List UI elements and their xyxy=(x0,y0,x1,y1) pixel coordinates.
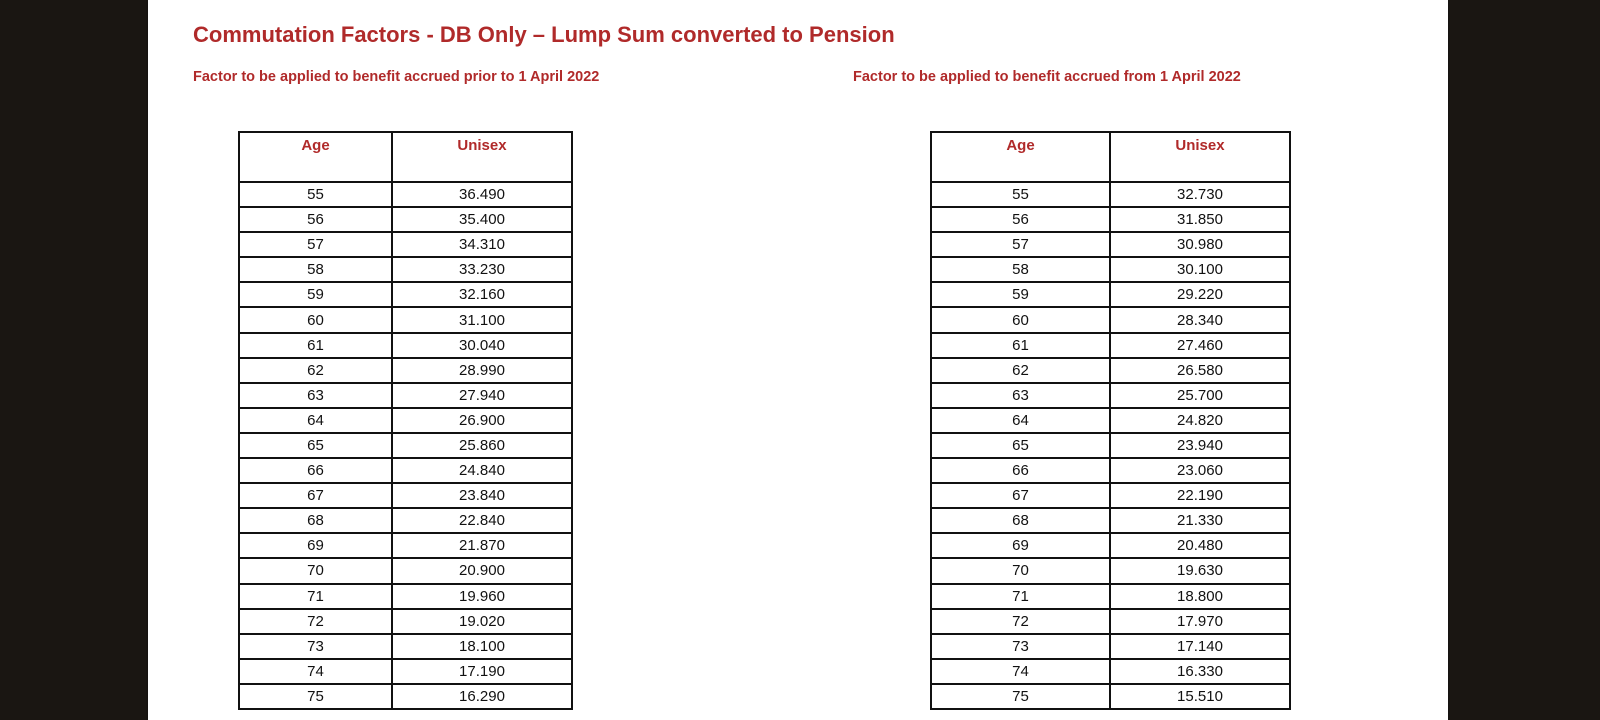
unisex-factor-cell: 17.140 xyxy=(1110,634,1290,659)
unisex-factor-cell: 18.100 xyxy=(392,634,572,659)
age-cell: 58 xyxy=(931,257,1110,282)
age-cell: 61 xyxy=(931,333,1110,358)
table-row xyxy=(239,659,572,684)
unisex-factor-cell: 24.840 xyxy=(392,458,572,483)
age-cell: 68 xyxy=(931,508,1110,533)
column-header-age: Age xyxy=(931,132,1110,182)
unisex-factor-cell: 17.970 xyxy=(1110,609,1290,634)
table-row xyxy=(239,433,572,458)
unisex-factor-cell: 30.980 xyxy=(1110,232,1290,257)
age-cell: 75 xyxy=(239,684,392,709)
table-row xyxy=(239,533,572,558)
table-row xyxy=(239,182,572,207)
unisex-factor-cell: 36.490 xyxy=(392,182,572,207)
age-cell: 64 xyxy=(239,408,392,433)
unisex-factor-cell: 35.400 xyxy=(392,207,572,232)
unisex-factor-cell: 19.960 xyxy=(392,584,572,609)
table-row xyxy=(931,508,1290,533)
age-cell: 65 xyxy=(239,433,392,458)
table-row xyxy=(239,282,572,307)
age-cell: 59 xyxy=(239,282,392,307)
age-cell: 71 xyxy=(931,584,1110,609)
table-row xyxy=(931,257,1290,282)
unisex-factor-cell: 25.860 xyxy=(392,433,572,458)
age-cell: 64 xyxy=(931,408,1110,433)
age-cell: 73 xyxy=(239,634,392,659)
age-cell: 58 xyxy=(239,257,392,282)
table-row xyxy=(239,584,572,609)
table-row xyxy=(239,508,572,533)
unisex-factor-cell: 20.480 xyxy=(1110,533,1290,558)
table-row xyxy=(931,282,1290,307)
age-cell: 59 xyxy=(931,282,1110,307)
unisex-factor-cell: 31.100 xyxy=(392,307,572,332)
table-row xyxy=(931,383,1290,408)
unisex-factor-cell: 19.630 xyxy=(1110,558,1290,583)
unisex-factor-cell: 21.330 xyxy=(1110,508,1290,533)
age-cell: 66 xyxy=(931,458,1110,483)
column-header-unisex: Unisex xyxy=(392,132,572,182)
unisex-factor-cell: 23.940 xyxy=(1110,433,1290,458)
unisex-factor-cell: 31.850 xyxy=(1110,207,1290,232)
unisex-factor-cell: 23.840 xyxy=(392,483,572,508)
age-cell: 55 xyxy=(931,182,1110,207)
table-row xyxy=(931,232,1290,257)
table-row xyxy=(931,408,1290,433)
table-row xyxy=(239,333,572,358)
column-header-age: Age xyxy=(239,132,392,182)
age-cell: 70 xyxy=(239,558,392,583)
unisex-factor-cell: 28.990 xyxy=(392,358,572,383)
table-row xyxy=(239,408,572,433)
unisex-factor-cell: 28.340 xyxy=(1110,307,1290,332)
table-row xyxy=(239,307,572,332)
unisex-factor-cell: 27.940 xyxy=(392,383,572,408)
document-page xyxy=(148,0,1448,720)
table-row xyxy=(931,659,1290,684)
table-row xyxy=(931,307,1290,332)
table-row xyxy=(931,433,1290,458)
column-header-unisex: Unisex xyxy=(1110,132,1290,182)
age-cell: 60 xyxy=(239,307,392,332)
table-row xyxy=(931,533,1290,558)
table-row xyxy=(931,684,1290,709)
right-table-heading: Factor to be applied to benefit accrued from 1 April 2022 xyxy=(853,69,1241,85)
table-row xyxy=(239,684,572,709)
age-cell: 71 xyxy=(239,584,392,609)
age-cell: 55 xyxy=(239,182,392,207)
age-cell: 63 xyxy=(239,383,392,408)
age-cell: 74 xyxy=(239,659,392,684)
table-body xyxy=(931,182,1290,709)
unisex-factor-cell: 20.900 xyxy=(392,558,572,583)
age-cell: 68 xyxy=(239,508,392,533)
table-row xyxy=(931,182,1290,207)
table-row xyxy=(931,207,1290,232)
age-cell: 61 xyxy=(239,333,392,358)
table-row xyxy=(239,383,572,408)
age-cell: 62 xyxy=(239,358,392,383)
unisex-factor-cell: 26.580 xyxy=(1110,358,1290,383)
unisex-factor-cell: 24.820 xyxy=(1110,408,1290,433)
unisex-factor-cell: 19.020 xyxy=(392,609,572,634)
age-cell: 66 xyxy=(239,458,392,483)
age-cell: 57 xyxy=(931,232,1110,257)
table-row xyxy=(931,483,1290,508)
age-cell: 73 xyxy=(931,634,1110,659)
table-header-row xyxy=(239,132,572,182)
page-title: Commutation Factors - DB Only – Lump Sum converted to Pension xyxy=(193,22,895,47)
table-row xyxy=(239,558,572,583)
age-cell: 65 xyxy=(931,433,1110,458)
unisex-factor-cell: 30.100 xyxy=(1110,257,1290,282)
table-row xyxy=(239,458,572,483)
unisex-factor-cell: 30.040 xyxy=(392,333,572,358)
table-row xyxy=(239,609,572,634)
unisex-factor-cell: 22.190 xyxy=(1110,483,1290,508)
unisex-factor-cell: 22.840 xyxy=(392,508,572,533)
unisex-factor-cell: 18.800 xyxy=(1110,584,1290,609)
age-cell: 60 xyxy=(931,307,1110,332)
unisex-factor-cell: 32.730 xyxy=(1110,182,1290,207)
age-cell: 70 xyxy=(931,558,1110,583)
table-row xyxy=(931,458,1290,483)
table-row xyxy=(931,558,1290,583)
table-row xyxy=(239,207,572,232)
age-cell: 67 xyxy=(931,483,1110,508)
age-cell: 63 xyxy=(931,383,1110,408)
age-cell: 72 xyxy=(931,609,1110,634)
age-cell: 67 xyxy=(239,483,392,508)
table-row xyxy=(931,333,1290,358)
table-row xyxy=(931,634,1290,659)
age-cell: 62 xyxy=(931,358,1110,383)
table-body xyxy=(239,182,572,709)
table-row xyxy=(239,483,572,508)
unisex-factor-cell: 34.310 xyxy=(392,232,572,257)
age-cell: 69 xyxy=(931,533,1110,558)
age-cell: 74 xyxy=(931,659,1110,684)
unisex-factor-cell: 23.060 xyxy=(1110,458,1290,483)
age-cell: 57 xyxy=(239,232,392,257)
left-table-heading: Factor to be applied to benefit accrued prior to 1 April 2022 xyxy=(193,69,600,85)
age-cell: 56 xyxy=(239,207,392,232)
table-header-row xyxy=(931,132,1290,182)
table-row xyxy=(239,232,572,257)
age-cell: 72 xyxy=(239,609,392,634)
factor-table-from-2022 xyxy=(930,131,1291,710)
unisex-factor-cell: 21.870 xyxy=(392,533,572,558)
unisex-factor-cell: 17.190 xyxy=(392,659,572,684)
unisex-factor-cell: 27.460 xyxy=(1110,333,1290,358)
table-row xyxy=(239,358,572,383)
unisex-factor-cell: 25.700 xyxy=(1110,383,1290,408)
unisex-factor-cell: 16.330 xyxy=(1110,659,1290,684)
age-cell: 56 xyxy=(931,207,1110,232)
table-row xyxy=(931,584,1290,609)
unisex-factor-cell: 33.230 xyxy=(392,257,572,282)
unisex-factor-cell: 29.220 xyxy=(1110,282,1290,307)
table-row xyxy=(239,634,572,659)
unisex-factor-cell: 32.160 xyxy=(392,282,572,307)
unisex-factor-cell: 15.510 xyxy=(1110,684,1290,709)
table-row xyxy=(931,609,1290,634)
unisex-factor-cell: 16.290 xyxy=(392,684,572,709)
factor-table-prior-2022 xyxy=(238,131,573,710)
table-row xyxy=(931,358,1290,383)
table-row xyxy=(239,257,572,282)
age-cell: 75 xyxy=(931,684,1110,709)
unisex-factor-cell: 26.900 xyxy=(392,408,572,433)
age-cell: 69 xyxy=(239,533,392,558)
